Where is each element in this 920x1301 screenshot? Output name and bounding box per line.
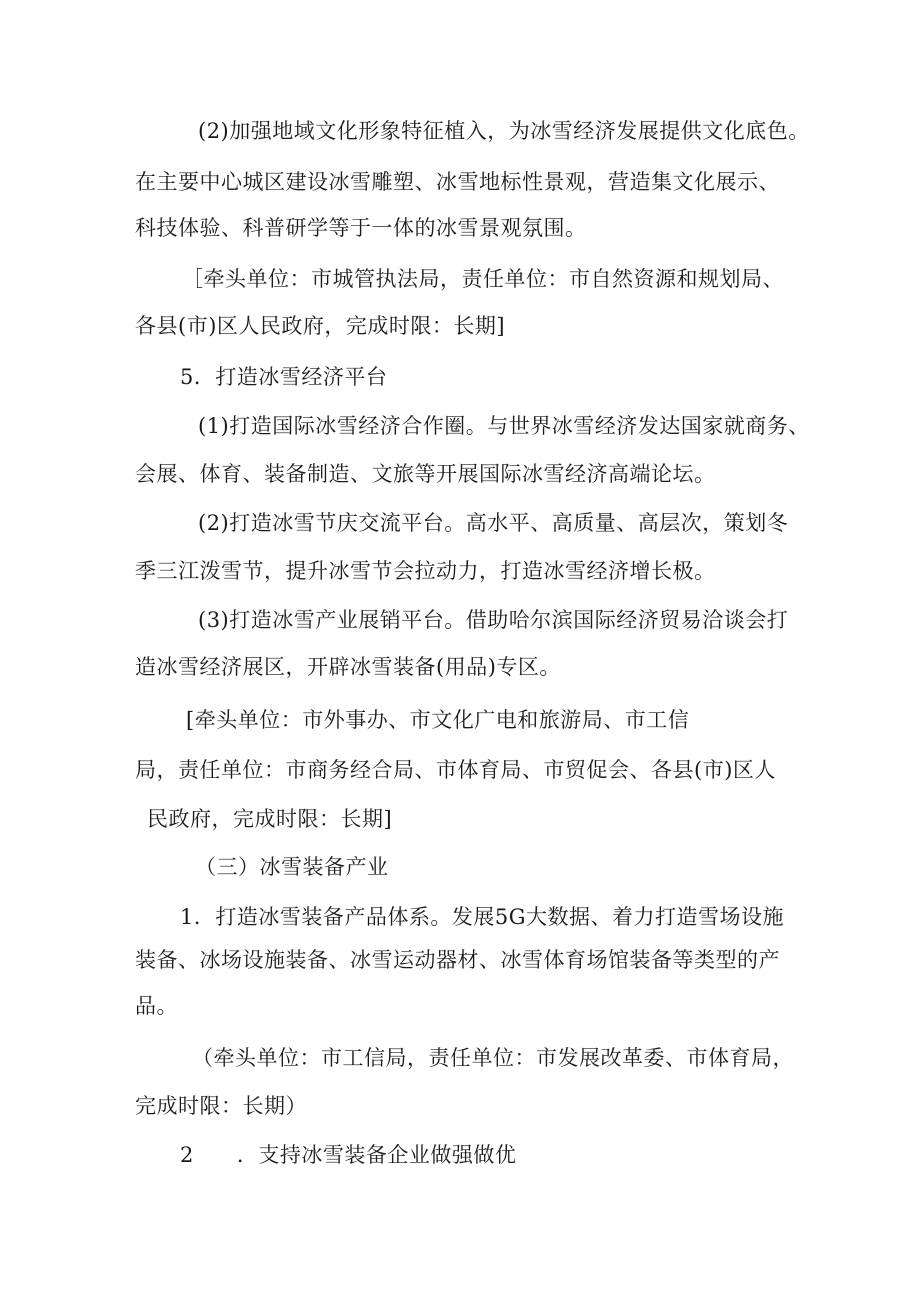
paragraph-line: 装备、冰场设施装备、冰雪运动器材、冰雪体育场馆装备等类型的产 — [135, 948, 780, 972]
paragraph-line: 1．打造冰雪装备产品体系。发展5G大数据、着力打造雪场设施 — [180, 905, 784, 929]
paragraph-line: 会展、体育、装备制造、文旅等开展国际冰雪经济高端论坛。 — [135, 462, 716, 486]
paragraph-line: 品。 — [135, 994, 178, 1018]
section-heading: 2 ．支持冰雪装备企业做强做优 — [180, 1143, 517, 1167]
paragraph-line: 造冰雪经济展区，开辟冰雪装备(用品)专区。 — [135, 655, 561, 679]
responsibility-note: （牵头单位：市工信局，责任单位：市发展改革委、市体育局， — [192, 1046, 794, 1070]
paragraph-line: (1)打造国际冰雪经济合作圈。与世界冰雪经济发达国家就商务、 — [198, 414, 810, 438]
responsibility-note: 完成时限：长期） — [135, 1094, 307, 1118]
responsibility-note: [牵头单位：市外事办、市文化广电和旅游局、市工信 — [186, 708, 690, 732]
paragraph-line: 季三江泼雪节，提升冰雪节会拉动力，打造冰雪经济增长极。 — [135, 559, 716, 583]
section-heading: （三）冰雪装备产业 — [195, 855, 389, 879]
responsibility-note: 各县(市)区人民政府，完成时限：长期] — [135, 314, 506, 338]
paragraph-line: (2)加强地域文化形象特征植入，为冰雪经济发展提供文化底色。 — [198, 119, 810, 143]
paragraph-line: 在主要中心城区建设冰雪雕塑、冰雪地标性景观，营造集文化展示、 — [135, 170, 780, 194]
paragraph-line: (2)打造冰雪节庆交流平台。高水平、高质量、高层次，策划冬 — [198, 511, 789, 535]
paragraph-line: 科技体验、科普研学等于一体的冰雪景观氛围。 — [135, 216, 587, 240]
section-heading: 5．打造冰雪经济平台 — [180, 365, 388, 389]
responsibility-note: ［牵头单位：市城管执法局，责任单位：市自然资源和规划局、 — [182, 267, 784, 291]
responsibility-note: 局，责任单位：市商务经合局、市体育局、市贸促会、各县(市)区人 — [135, 758, 776, 782]
paragraph-line: (3)打造冰雪产业展销平台。借助哈尔滨国际经济贸易洽谈会打 — [198, 608, 789, 632]
responsibility-note: 民政府，完成时限：长期] — [147, 807, 393, 831]
